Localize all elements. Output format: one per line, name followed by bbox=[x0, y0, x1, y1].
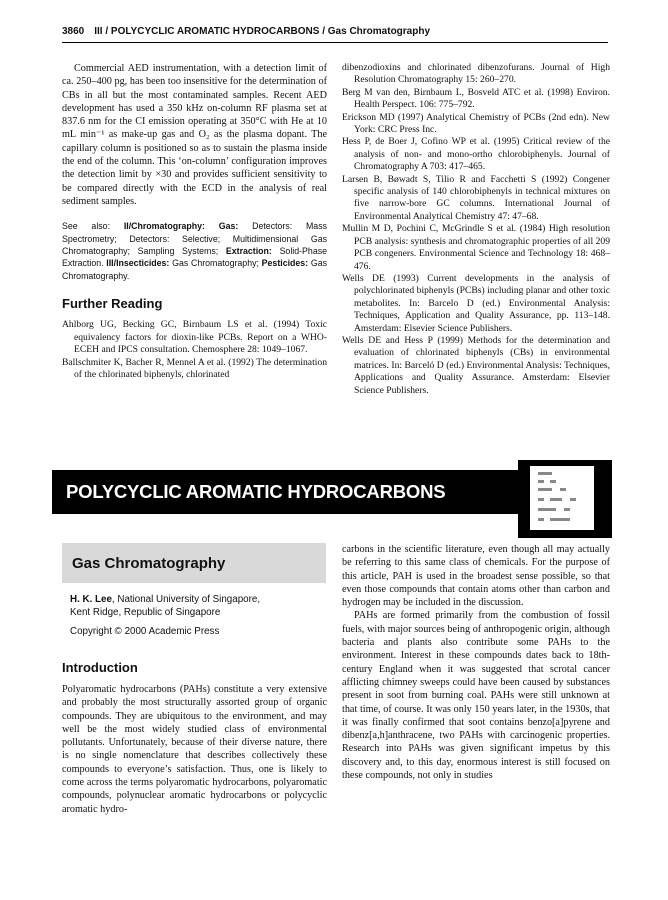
see-also-text-2[interactable]: Solid-Phase Extraction. bbox=[62, 246, 327, 269]
author-affiliation-line2: Kent Ridge, Republic of Singapore bbox=[70, 607, 221, 618]
reference-item: Wells DE (1993) Current developments in the analysis of polychlorinated biphenyls (PCBs) including planar and other toxic metabolites. In: Barcelo D (ed.) Environmental Analysis: Techniques, Application and Quality Assurance, pp. 113–148. Amsterdam: Elsevier Science Publishers. bbox=[342, 272, 610, 334]
reference-item: dibenzodioxins and chlorinated dibenzofurans. Journal of High Resolution Chromatography 15: 260–270. bbox=[342, 62, 610, 86]
reference-item: Berg M van den, Birnbaum L, Bosveld ATC et al. (1998) Environ. Health Perspect. 106: 775–792. bbox=[342, 86, 610, 111]
body-paragraph: carbons in the scientific literature, even though all may actually be referring to this same class of chemicals. For the purpose of this article, PAH is used in the broadest sense possible, so that even those compounds that contain atoms other than carbon and hydrogen may be included in the discussion. bbox=[342, 544, 610, 609]
running-title: III / POLYCYCLIC AROMATIC HYDROCARBONS / Gas Chromatography bbox=[94, 26, 431, 37]
introduction-heading: Introduction bbox=[62, 660, 138, 675]
header-rule bbox=[62, 42, 608, 43]
reference-item: Ballschmiter K, Bacher R, Mennel A et al. (1992) The determination of the chlorinated biphenyls, chlorinated bbox=[62, 356, 327, 380]
reference-item: Wells DE and Hess P (1999) Methods for the determination and evaluation of chlorinated biphenyls (CBs) in environmental matrices. In: Barceló D (ed.) Environmental Analysis: Techniques, Applications and Quality Assurance. Amsterdam: Elsevier Science Publishers. bbox=[342, 334, 610, 396]
reference-item: Hess P, de Boer J, Cofino WP et al. (1995) Critical review of the analysis of non- and mono-ortho chlorobiphenyls. Journal of Chromatography A 703: 417–465. bbox=[342, 136, 610, 173]
see-also-text-3[interactable]: Gas Chromatography; bbox=[172, 258, 259, 269]
article-subtitle: Gas Chromatography bbox=[72, 554, 226, 572]
article-subtitle-box bbox=[62, 543, 326, 583]
body-paragraph: PAHs are formed primarily from the combustion of fossil fuels, with major sources being of anthropogenic origin, although bacteria and plants also contribute some PAHs to the environment. Interest in these compounds dates back to 18th-century England when it was suggested that scrotal cancer afflicting chimney sweeps could have been caused by substances present in soot from burning coal. PAHs were still unknown at that time, of course. It was only 150 years later, in the 1930s, that it was finally confirmed that soot contains benzo[a]pyrene and dibenz[a,h]anthracene, two PAHs with carcinogenic properties. Research into PAHs was given significant impetus by this discovery and, to this day, enormous interest is still focused on these compounds, not only in studies bbox=[342, 610, 610, 782]
see-also bbox=[62, 220, 327, 282]
running-header bbox=[62, 26, 608, 37]
reference-item: Mullin M D, Pochini C, McGrindle S et al. (1984) High resolution PCB analysis: synthesis and chromatographic properties of all 209 PCB congeners. Environmental Science and Technology 18: 468–476. bbox=[342, 223, 610, 272]
intro-text bbox=[62, 683, 327, 816]
author-block bbox=[70, 593, 326, 619]
author-affiliation: , National University of Singapore, bbox=[111, 594, 261, 605]
see-also-link-2[interactable]: Extraction: bbox=[225, 246, 272, 257]
aed-paragraph: Commercial AED instrumentation, with a detection limit of ca. 250–400 pg, has been too insensitive for the determination of CBs in all but the most contaminated samples. Recent AED development has used a 350 kHz on-column RF plasma set at 837.6 nm for the CI emission operating at 350°C with He at 10 mL min⁻¹ as make-up gas and O₂ as the plasma dopant. The capillary column is positioned so as to sustain the plasma inside the end of the column. This ‘on-column’ configuration improves the detection limit by ×30 and provides sufficient sensitivity to be compared directly with the ECD in the analysis of real sediment samples. bbox=[62, 63, 327, 207]
author-name: H. K. Lee bbox=[70, 594, 112, 605]
see-also-text-4[interactable]: Gas Chromatography. bbox=[62, 258, 327, 281]
left-column bbox=[62, 62, 327, 381]
copyright-line: Copyright © 2000 Academic Press bbox=[70, 626, 220, 637]
reference-item: Ahlborg UG, Becking GC, Birnbaum LS et al. (1994) Toxic equivalency factors for dioxin-like PCBs. Report on a WHO-ECEH and IPCS consultation. Chemosphere 28: 1049–1067. bbox=[62, 319, 327, 356]
banner-title: POLYCYCLIC AROMATIC HYDROCARBONS bbox=[66, 481, 446, 502]
article-right-column bbox=[342, 543, 610, 782]
right-column bbox=[342, 62, 610, 397]
see-also-link-1[interactable]: II/Chromatography: Gas: bbox=[123, 221, 239, 232]
section-banner bbox=[52, 470, 560, 514]
chromatogram-icon bbox=[530, 466, 594, 530]
see-also-text-1[interactable]: Detectors: Mass Spectrometry; Detectors: Selective; Multidimensional Gas Chromatography; Sampling Systems; bbox=[62, 221, 327, 257]
see-also-prefix: See also: bbox=[62, 221, 111, 232]
see-also-link-4[interactable]: Pesticides: bbox=[261, 258, 309, 269]
further-reading-heading: Further Reading bbox=[62, 296, 163, 312]
intro-paragraph: Polyaromatic hydrocarbons (PAHs) constitute a very extensive and probably the most structurally assorted group of organic compounds. They are ubiquitous to the environment, and may well be the most widely studied class of environmental pollutants. Unfortunately, because of their diverse nature, there is no single nomenclature that describes collectively these compounds to everyone’s satisfaction. Thus, one is likely to come across the terms polyaromatic hydrocarbons, polyaromatic compounds, polynuclear aromatic hydrocarbons or polycyclic aromatic hydro- bbox=[62, 684, 327, 815]
page-number: 3860 bbox=[62, 26, 85, 37]
see-also-link-3[interactable]: III/Insecticides: bbox=[106, 258, 170, 269]
reference-item: Erickson MD (1997) Analytical Chemistry of PCBs (2nd edn). New York: CRC Press Inc. bbox=[342, 111, 610, 136]
reference-item: Larsen B, Bøwadt S, Tilio R and Facchetti S (1992) Congener specific analysis of 140 chlorobiphenyls in technical mixtures on five narrow-bore GC columns. International Journal of Environmental Analytical Chemistry 47: 47–68. bbox=[342, 173, 610, 222]
